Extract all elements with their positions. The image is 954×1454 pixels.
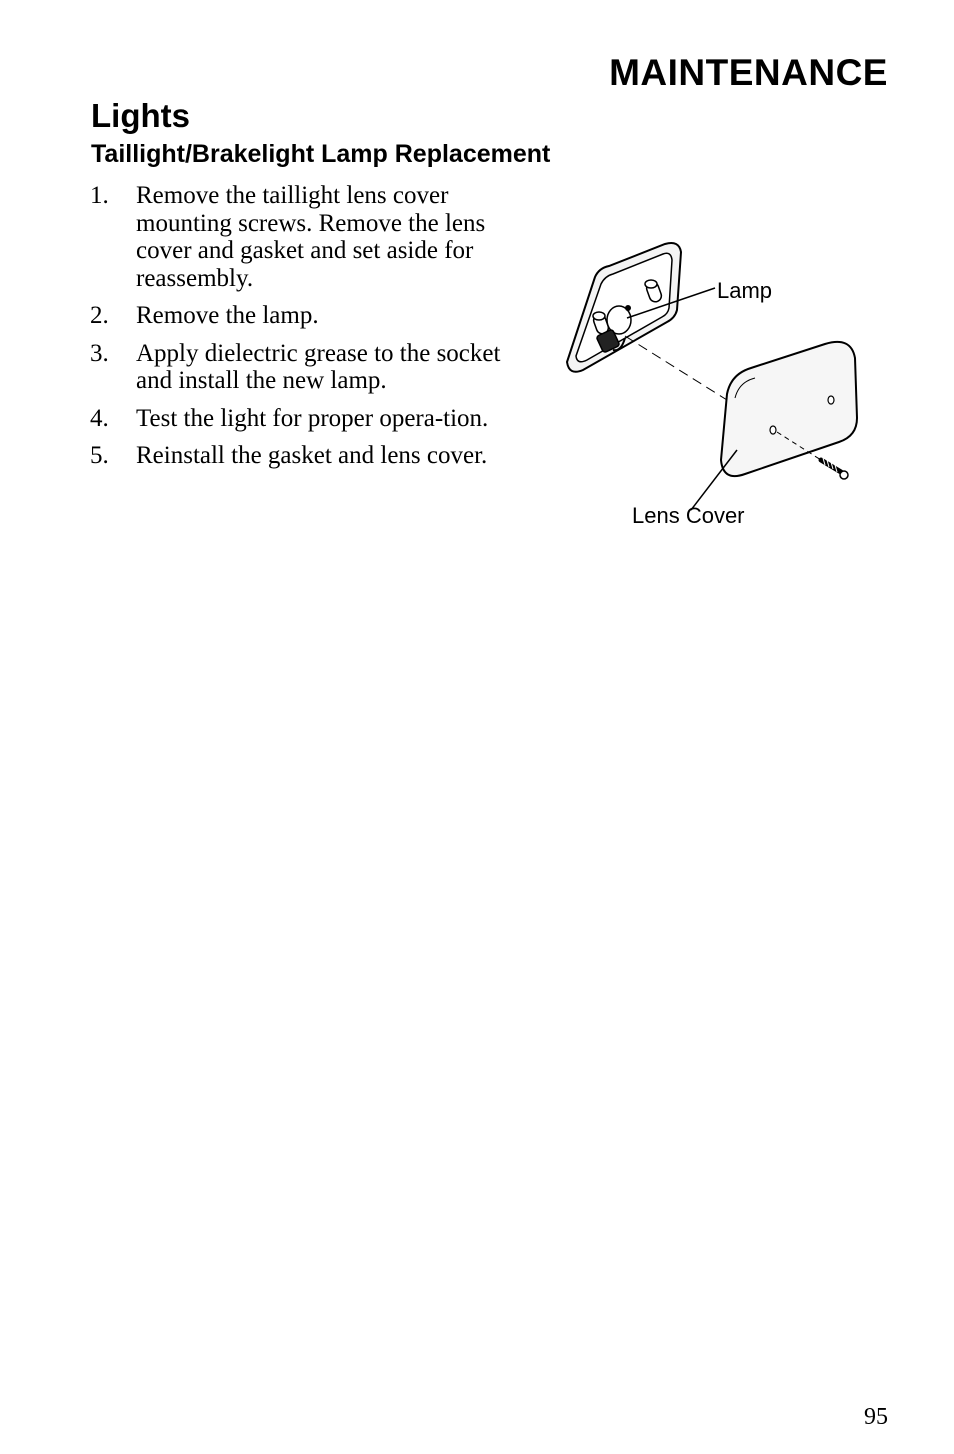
step-text: Reinstall the gasket and lens cover. xyxy=(136,442,488,469)
taillight-illustration xyxy=(555,232,875,542)
list-item xyxy=(90,302,510,330)
step-number: 3. xyxy=(90,339,109,367)
mounting-screw xyxy=(821,458,848,479)
step-number: 1. xyxy=(90,182,109,209)
step-text: Apply dielectric grease to the socket and install the new lamp. xyxy=(136,339,501,394)
step-number: 2. xyxy=(90,302,109,329)
list-item xyxy=(90,405,510,433)
page-number: 95 xyxy=(864,1404,888,1430)
step-text: Test the light for proper opera-tion. xyxy=(136,404,489,432)
alignment-line xyxy=(625,336,727,400)
step-number: 5. xyxy=(90,442,109,469)
step-number: 4. xyxy=(90,404,109,432)
section-subtitle: Taillight/Brakelight Lamp Replacement xyxy=(91,140,551,168)
list-item xyxy=(90,340,510,395)
taillight-diagram xyxy=(555,232,875,542)
page-title: Lights xyxy=(91,97,190,134)
lamp-label: Lamp xyxy=(717,278,773,303)
section-header: MAINTENANCE xyxy=(609,52,888,93)
lens-cover xyxy=(721,342,857,476)
instruction-list xyxy=(90,182,510,480)
lens-cover-label: Lens Cover xyxy=(632,503,745,528)
lens-cover-leader-line xyxy=(691,450,737,510)
list-item xyxy=(90,442,510,470)
step-text: Remove the lamp. xyxy=(136,302,319,329)
list-item xyxy=(90,182,510,292)
step-text: Remove the taillight lens cover mounting screws. Remove the lens cover and gasket and set aside for reassembly. xyxy=(136,182,486,292)
